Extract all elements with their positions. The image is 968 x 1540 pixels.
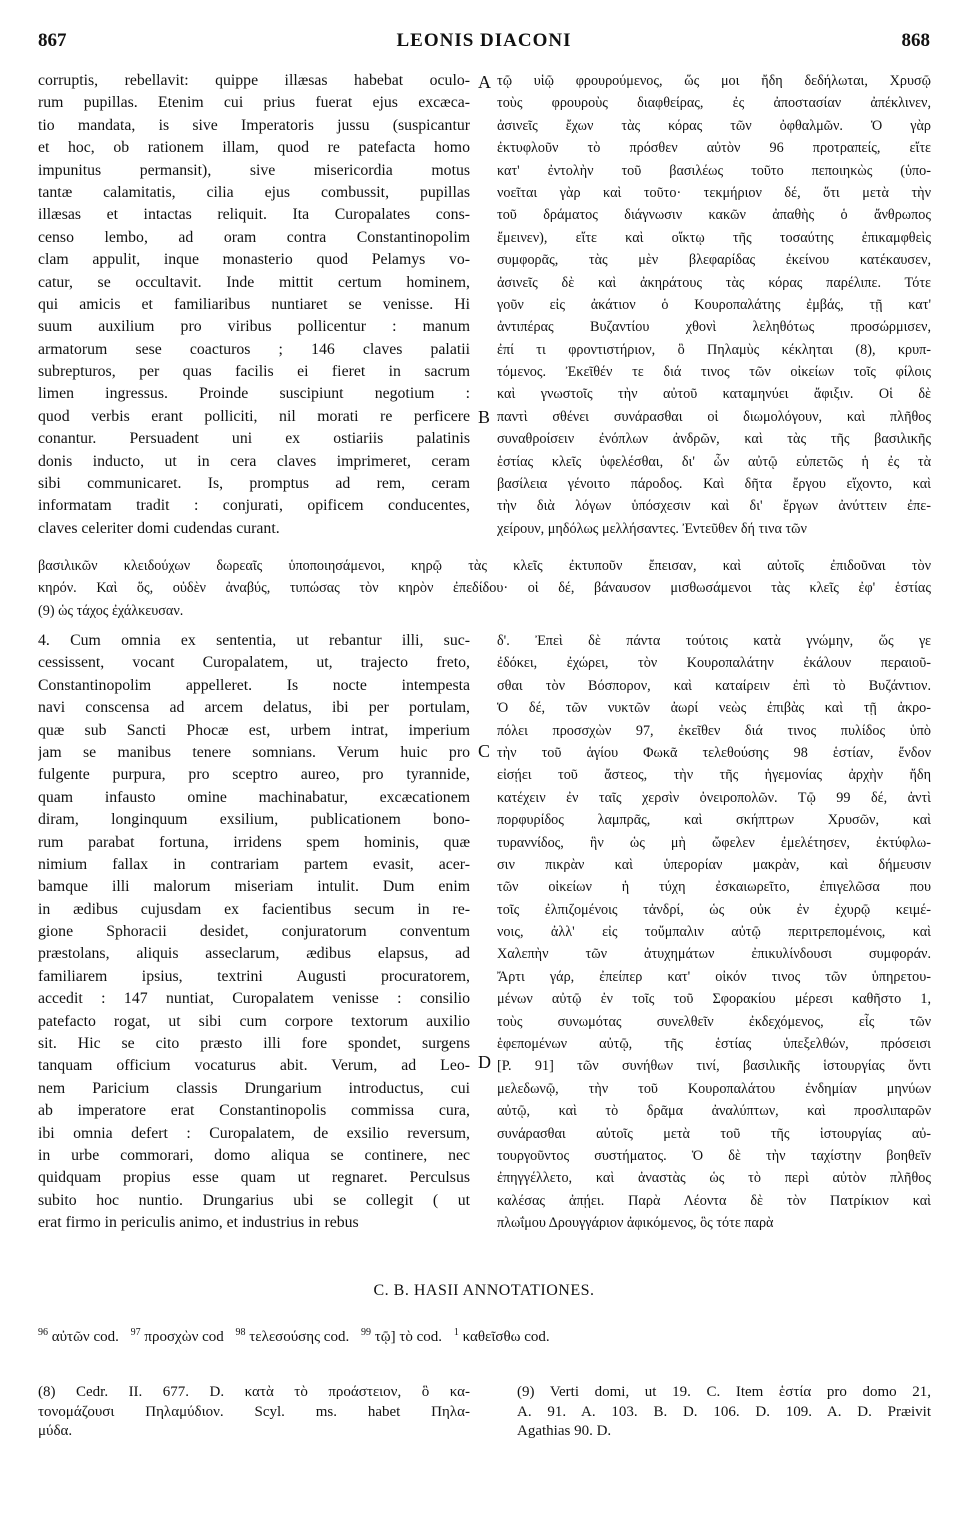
latin-column-bottom — [38, 630, 470, 1235]
text-line: ἑφεπομένων αὐτῷ, τῆς ἑστίας ὑπεξελθών, πρόσεισι — [497, 1036, 931, 1053]
text-line: sibi communicaret. Is, promptus ad rem, ceram — [38, 475, 470, 493]
text-line: ἐκτυφλοῦν τὸ πρόσθεν αὐτὸν 96 προτραπείς, εἴτε — [497, 140, 931, 157]
text-line: bamque illi malorum miseriam intulit. Dum enim — [38, 878, 470, 896]
running-title: LEONIS DIACONI — [396, 30, 572, 51]
text-line: A. 91. A. 103. B. D. 106. D. 109. A. D. Præivit — [517, 1403, 931, 1420]
text-line: πόλει προσσχὼν 97, ἐκεῖθεν διά τινος πυλίδος ὑπὸ — [497, 722, 931, 739]
text-line: καὶ γνωστοῖς τὴν αὐτοῦ καταμηνύει ἄφιξιν. Οἱ δὲ — [497, 386, 931, 403]
text-line: diram, longinquum exsilium, publicationem bono- — [38, 811, 470, 829]
text-line: nem Paricium classis Drungarium introductus, cui — [38, 1079, 470, 1097]
text-line: σιν πικρὰν καὶ ὑπερορίαν μακρὰν, καὶ δήμευσιν — [497, 856, 931, 873]
text-line: limen ingressus. Proinde suscipiunt negotium : — [38, 385, 470, 403]
text-line: tio mandata, is sive Imperatoris jussu (suspicantur — [38, 116, 470, 134]
text-line: ἑστίας κλεῖς ὑφελέσθαι, δι' ὧν αὐτῷ εὐπετῶς ἡ ἐς τὰ — [497, 453, 931, 470]
text-line: ibi omnia defert : Curopalatem, de exsilio reversum, — [38, 1124, 470, 1142]
text-line: quæ sub Sancti Phocæ est, urbem intrat, imperium — [38, 721, 470, 739]
text-line: βασιλικῶν κλειδούχων δωρεαῖς ὑποποιησάμενοι, κηρῷ τὰς κλεῖς ἐκτυποῦν ἔπεισαν, καὶ αὐτοῖς ἐπιδοῦναι τὸν — [38, 558, 931, 574]
text-line: συνάρασθαι αὐτοῖς μετὰ τοῦ τῆς ἱστουργίας αὐ- — [497, 1125, 931, 1142]
annotations-title: C. B. HASII ANNOTATIONES. — [373, 1282, 595, 1299]
text-line: corruptis, rebellavit: quippe illæsas habebat oculo- — [38, 72, 470, 89]
text-line: μένων αὐτῷ ἐν τοῖς τοῦ Σφορακίου μέρεσι καθῆστο 1, — [497, 991, 931, 1008]
margin-marker-d: D — [478, 1052, 491, 1072]
text-line: quam infausto omine machinabatur, excæcationem — [38, 788, 470, 806]
text-line: sit. Hic se cito præsto illi fore spondet, surgens — [38, 1035, 470, 1053]
text-line: illæsas et intactas reliquit. Ita Curopalates cons- — [38, 206, 470, 224]
text-line: præstolans, aliquis asseclarum, ædibus elapsus, ad — [38, 945, 470, 963]
text-line: ἐδόκει, ἐχώρει, τὸν Κουροπαλάτην ἐκάλουν περαιοῦ- — [497, 655, 931, 672]
text-line: ἀσινεῖς ἔχων τὰς κόρας τῶν ὀφθαλμῶν. Ὁ γὰρ — [497, 117, 931, 134]
text-line: familiarem ipsius, textrini Augusti procuratorem, — [38, 967, 470, 985]
text-line: catur, se occultavit. Inde mittit certum hominem, — [38, 273, 470, 291]
page-number-left: 867 — [38, 30, 67, 51]
page-number-right: 868 — [901, 30, 930, 51]
footnote-9 — [517, 1383, 931, 1442]
text-line: Ὁ δέ, τῶν νυκτῶν ἀωρί νεὼς ἐπιβὰς καὶ τῇ ἀκρο- — [497, 700, 931, 717]
text-line: τυραννίδος, ἣν ὡς μὴ ὤφελεν ἐμελέτησεν, ἐκτύφλω- — [497, 834, 931, 851]
text-line: τῶν οἰκείων ἡ τύχη ἐσκαιωρεῖτο, ἐπιγελῶσα που — [497, 879, 931, 896]
text-line: quidquam propius esse quam ut regnaret. Perculsus — [38, 1169, 470, 1187]
text-line: τονομάζουσι Πηλαμύδιον. Scyl. ms. habet Πηλα- — [38, 1403, 470, 1420]
critical-note: $^1$ καθεῖσθω cod. — [453, 1327, 550, 1345]
text-line: ἀντιπέρας Βυζαντίου χθονὶ λεληθότως προσώρμισεν, — [497, 319, 931, 336]
text-line: gione Sphoracii desidet, conjuratorum conventum — [38, 923, 470, 941]
text-line: subrepturos, per quas facilis ei fieret in sacrum — [38, 363, 470, 381]
text-line: [P. 91] τῶν συνήθων τινί, βασιλικῆς ἱστουργίας ὄντι — [497, 1058, 931, 1075]
text-line: donis inducto, ut in cera claves imprimeret, ceram — [38, 452, 470, 470]
text-line: qui amicis et familiaribus nuntiaret se venisse. Hi — [38, 295, 470, 313]
text-line: πλωΐμου Δρουγγάριον ἀφικόμενος, ὃς τότε παρὰ — [497, 1215, 774, 1232]
text-line: παντὶ σθένει συνάρασθαι οἱ διωμολόγουν, καὶ πλῆθος — [497, 408, 931, 425]
text-line: δ'. Ἐπεὶ δὲ πάντα τούτοις κατὰ γνώμην, ὥς γε — [497, 633, 931, 649]
critical-note: $^{96}$ αὐτῶν cod. — [38, 1327, 119, 1345]
text-line: ἀσινεῖς δὲ καὶ ἀκηράτους τὰς κόρας παρέλιπε. Τότε — [497, 274, 931, 291]
text-line: clam appulit, inque monasterio quod Pelamys vo- — [38, 251, 470, 269]
text-line: Ἄρτι γάρ, ἐπείπερ κατ' οἰκόν τινος τῶν ὑπηρετου- — [497, 968, 931, 985]
margin-marker-c: C — [478, 741, 491, 761]
text-line: τὴν τοῦ ἁγίου Φωκᾶ τελεθούσης 98 ἑστίαν, ἔνδον — [497, 744, 931, 761]
page-header — [38, 30, 930, 60]
text-line: rum pupillas. Etenim cui prius fuerat ejus excæca- — [38, 94, 470, 112]
critical-note: $^{97}$ προσχὼν cod — [130, 1327, 224, 1345]
text-line: claves celeriter domi cudendas curant. — [38, 519, 280, 537]
text-line: νοις, ἀλλ' εἰς τοὔμπαλιν αὐτῷ περιτρεπομένοις, καὶ — [497, 924, 931, 941]
text-line: erat firmo in periculis animo, et industrius in rebus — [38, 1214, 359, 1232]
text-line: fulgente purpura, pro sceptro aureo, pro tyrannide, — [38, 766, 470, 784]
text-line: (8) Cedr. II. 677. D. κατὰ τὸ προάστειον, ὃ κα- — [38, 1384, 470, 1400]
text-line: armatorum sese coacturos ; 146 claves palatii — [38, 340, 470, 358]
greek-column-bottom — [497, 630, 931, 1235]
text-line: navi conscensa ad arcem delatus, ibi per portulam, — [38, 699, 470, 717]
text-line: quod verbis erant polliciti, nil morati re perficere — [38, 407, 470, 425]
text-line: κατέχειν ἐν ταῖς χερσὶν ὀνειροπολῶν. Τῷ 99 δέ, ἀντὶ — [497, 789, 931, 806]
text-line: συναθροίσειν ἐνόπλων ἀνδρῶν, καὶ τὰς τῆς βασιλικῆς — [497, 431, 931, 448]
critical-note: $^{99}$ τῷ] τὸ cod. — [360, 1327, 443, 1345]
text-line: αὐτῷ, καὶ τὸ δρᾶμα ἀναλύπτων, καὶ προσλιπαρῶν — [497, 1103, 931, 1120]
text-line: jam se manibus tenere somnians. Verum huic pro — [38, 743, 470, 761]
text-line: ἐπί τι φροντιστήριον, ὃ Πηλαμὺς κέκληται (8), κρυπ- — [497, 341, 931, 358]
text-line: τόμενος. Ἐκεῖθέν τε διά τινος τῶν οἰκείων τοῖς φίλοις — [497, 364, 931, 381]
text-line: νοεῖται γὰρ καὶ τοῦτο· τεκμήριον δέ, ὅτι μετὰ τὴν — [497, 184, 931, 201]
text-line: ἐπηγγέλλετο, καὶ ἀναστὰς ὡς τὸ περὶ αὐτὸν πλῆθος — [497, 1170, 931, 1187]
text-line: (9) ὡς τάχος ἐχάλκευσαν. — [38, 602, 184, 619]
text-line: εἰσῄει τοῦ ἄστεος, τὴν τῆς ἡγεμονίας ἀρχὴν ἤδη — [497, 767, 931, 784]
text-line: suum auxilium pro viribus pollicentur : manum — [38, 318, 470, 336]
margin-marker-a: A — [478, 72, 491, 92]
text-line: tantæ calamitatis, cilia ejus combussit, pupillas — [38, 183, 470, 201]
text-line: μύδα. — [38, 1423, 73, 1439]
text-line: Agathias 90. D. — [517, 1423, 612, 1439]
text-line: βασίλεια γένοιτο πάροδος. Καὶ δῆτα ἔργου εἴχοντο, καὶ — [497, 476, 931, 493]
text-line: κατ' ἐντολὴν τοῦ βασιλέως τοῦτο πεποιηκὼς (ὑπο- — [497, 162, 931, 179]
text-line: censo lembo, ad oram contra Constantinopolim — [38, 228, 470, 246]
margin-marker-b: B — [478, 407, 491, 427]
text-line: τὴν διὰ λόγων ὑπόσχεσιν καὶ δι' ἔργων ἀνύττειν ἐπε- — [497, 498, 931, 515]
text-line: conantur. Persuadent uni ex ostiariis palatinis — [38, 430, 470, 448]
text-line: tanquam officium vocaturus abit. Verum, ad Leo- — [38, 1057, 470, 1075]
text-line: Constantinopolim appelleret. Is nocte intempesta — [38, 676, 470, 694]
text-line: τουργοῦντος συστήματος. Ὁ δὲ τὴν ταχίστην βοηθεῖν — [497, 1147, 931, 1164]
text-line: in urbe commorari, domo aliqua se continere, nec — [38, 1146, 470, 1164]
text-line: τοὺς φρουροὺς διαφθείρας, ἐς ἀποστασίαν ἀπέκλινεν, — [497, 95, 931, 112]
critical-apparatus — [38, 1327, 931, 1346]
latin-column-top — [38, 70, 470, 540]
text-line: πορφυρίδος λαμπρᾶς, καὶ σκήπτρων Χρυσῶν, καὶ — [497, 812, 931, 829]
text-line: cessissent, vocant Curopalatem, ut, trajecto freto, — [38, 654, 470, 672]
text-line: μελεδωνῷ, τὴν τοῦ Κουροπαλάτου ἐνδημίαν μηνύων — [497, 1080, 931, 1097]
text-line: accedit : 147 nuntiat, Curopalatem venisse : consilio — [38, 990, 470, 1008]
text-line: subito hoc nuntio. Drungarius ubi se collegit ( ut — [38, 1191, 470, 1209]
text-line: impunitus permansit), sive misericordia motus — [38, 161, 470, 179]
critical-note: $^{98}$ τελεσούσης cod. — [235, 1327, 350, 1345]
text-line: et hoc, ob rationem illam, quod re patefacta homo — [38, 139, 470, 157]
text-line: ab imperatore erat Constantinopolis commissa cura, — [38, 1102, 470, 1120]
text-line: in ædibus cujusdam ex facientibus secum in re- — [38, 900, 470, 918]
text-line: γοῦν εἰς ἀκάτιον ὁ Κουροπαλάτης ἐμβάς, τῇ κατ' — [497, 296, 931, 313]
text-line: κηρόν. Καὶ ὅς, οὐδὲν ἀναβύς, τυπώσας τὸν κηρὸν ἐπεδίδου· οἱ δέ, βάναυσον μισθωσάμενοι τὰς κλεῖς ἐφ' ἑστίας — [38, 580, 931, 597]
text-line: ἔμεινεν), εἴτε καὶ οἴκτῳ τῆς τοσαύτης ἐπικαμφθεὶς — [497, 229, 931, 246]
text-line: patefacto rogat, ut sibi cum corpore textorum auxilio — [38, 1012, 470, 1030]
text-line: nimium fallax in contrariam partem evasit, acer- — [38, 855, 470, 873]
text-line: χείρουν, μηδόλως μελλήσαντες. Ἐντεῦθεν δή τινα τῶν — [497, 520, 807, 537]
greek-column-top — [497, 70, 931, 540]
text-line: Χαλεπὴν τῶν ἀτυχημάτων ἐπικυλίνδουσι συμφοράν. — [497, 946, 931, 963]
footnote-8 — [38, 1383, 470, 1442]
text-line: τοῖς ἐλπιζομένοις τἀνδρί, ὡς οὐκ ἐν ἐχυρῷ κειμέ- — [497, 901, 931, 918]
text-line: συμφορᾶς, τὰς μὲν βλεφαρίδας ἐκείνου κατέκαυσεν, — [497, 252, 931, 269]
text-line: τοὺς συνωμότας συνελθεῖν ἐκδεχόμενος, εἷς τῶν — [497, 1013, 931, 1030]
text-line: καλέσας ἀπῄει. Παρὰ Λέοντα δὲ τὸν Πατρίκιον καὶ — [497, 1192, 931, 1209]
greek-full-width — [38, 555, 931, 622]
text-line: τῷ υἱῷ φρουρούμενος, ὥς μοι ἤδη δεδήλωται, Χρυσῷ — [497, 73, 931, 89]
text-line: informatam tradit : conjurati, opificem conducentes, — [38, 497, 470, 515]
text-line: τοῦ δράματος διάγνωσιν κακῶν ἀπαθὴς ὁ ἄνθρωπος — [497, 207, 931, 224]
text-line: σθαι τὸν Βόσπορον, καὶ καταίρειν ἐπὶ τὸ Βυζάντιον. — [497, 677, 931, 694]
text-line: rum parabat fortuna, irridens spem hominis, quæ — [38, 833, 470, 851]
text-line: (9) Verti domi, ut 19. C. Item ἑστία pro domo 21, — [517, 1384, 931, 1400]
text-line: 4. Cum omnia ex sententia, ut rebantur illi, suc- — [38, 632, 470, 649]
